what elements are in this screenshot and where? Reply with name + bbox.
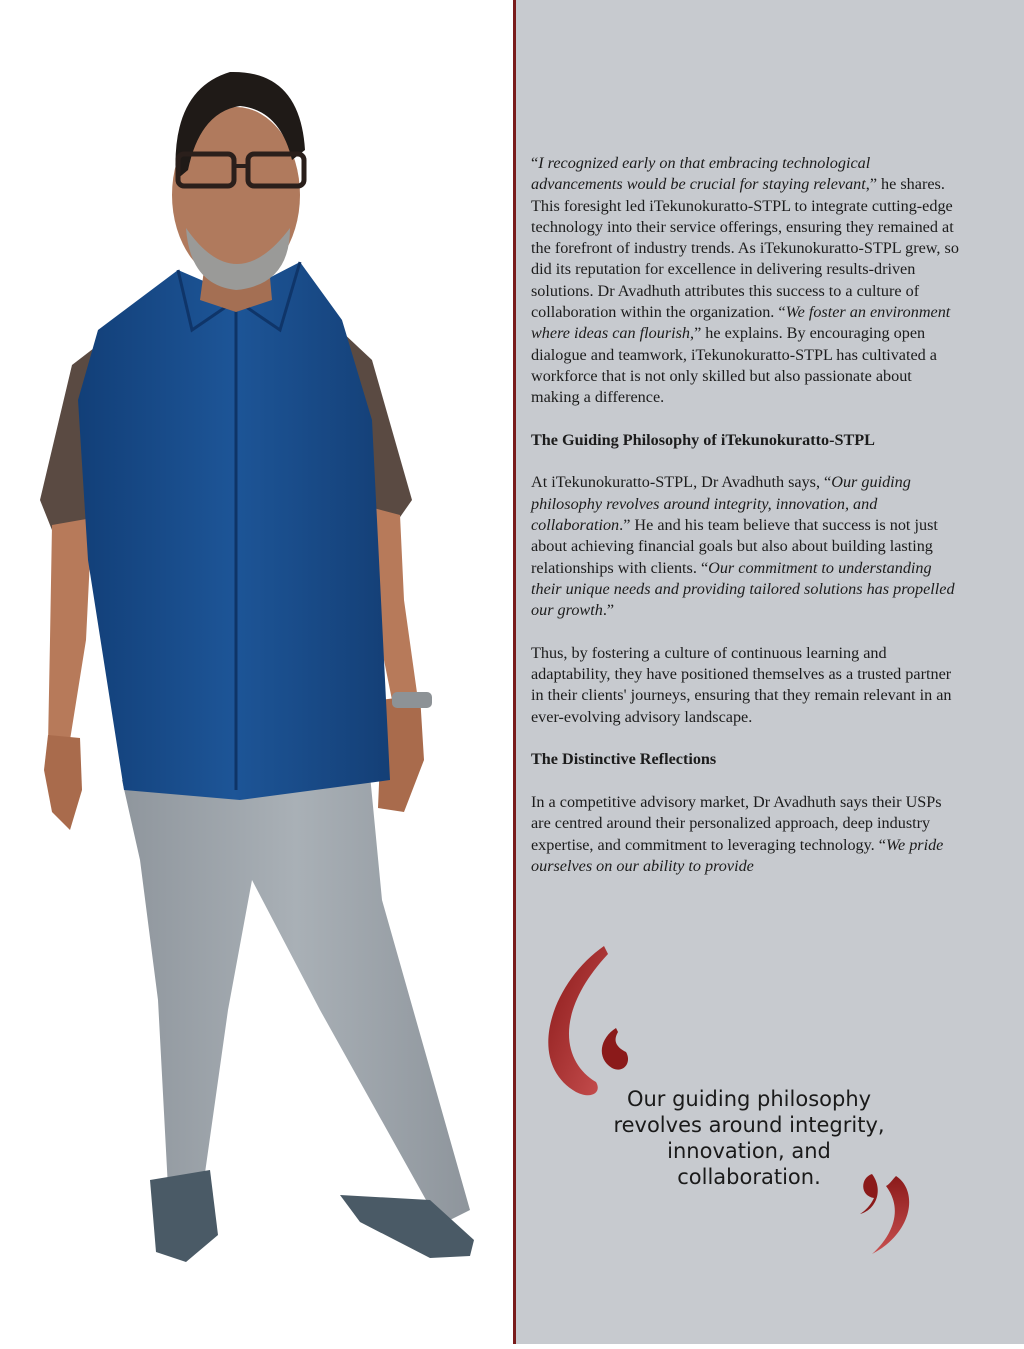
quoted-text: We foster an environment where ideas can flourish [531,303,951,343]
photo-panel [0,0,513,1344]
text-run: .” [602,601,615,620]
quoted-text: Our guiding philosophy revolves around integrity, innovation, and collaboration [531,473,911,535]
heading-distinctive-reflections: The Distinctive Reflections [531,750,717,769]
open-quote-icon [532,942,632,1102]
text-run: ,” he shares. This foresight led iTekunokuratto-STPL to integrate cutting-edge technology into their service offerings, ensuring they remained at the forefront of industry trends. As iTekunokuratto-STPL grew, so did its reputation for excellence in delivering results-driven solutions. Dr Avadhuth attributes this success to a culture of collaboration within the organization. “ [531,175,959,322]
quoted-text: Our commitment to understanding their unique needs and providing tailored solutions has propelled our growth [531,558,955,620]
text-run: At iTekunokuratto-STPL, Dr Avadhuth says, “ [531,473,832,492]
article-body [531,153,963,898]
heading-guiding-philosophy: The Guiding Philosophy of iTekunokuratto-STPL [531,430,875,449]
quoted-text: We pride ourselves on our ability to provide [531,835,944,875]
text-run: ,” he explains. By encouraging open dialogue and teamwork, iTekunokuratto-STPL has cultivated a workforce that is not only skilled but also passionate about making a difference. [531,324,937,407]
quoted-text: I recognized early on that embracing technological advancements would be crucial for staying relevant [531,154,871,194]
text-run: “ [531,154,539,172]
man-portrait-photo [0,0,513,1344]
text-run: In a competitive advisory market, Dr Avadhuth says their USPs are centred around their personalized approach, deep industry expertise, and commitment to leveraging technology. “ [531,792,942,854]
text-run: .” He and his team believe that success is not just about achieving financial goals but also about building lasting relationships with clients. “ [531,516,938,577]
paragraph-4 [531,792,963,877]
close-quote-icon [856,1170,916,1260]
pull-quote: Our guiding philosophy revolves around integrity, innovation, and collaboration. [613,1087,885,1189]
paragraph-1 [531,153,963,409]
paragraph-2 [531,472,963,621]
paragraph-3: Thus, by fostering a culture of continuous learning and adaptability, they have positioned themselves as a trusted partner in their clients' journeys, ensuring that they remain relevant in an ever-evolving advisory landscape. [531,643,952,726]
